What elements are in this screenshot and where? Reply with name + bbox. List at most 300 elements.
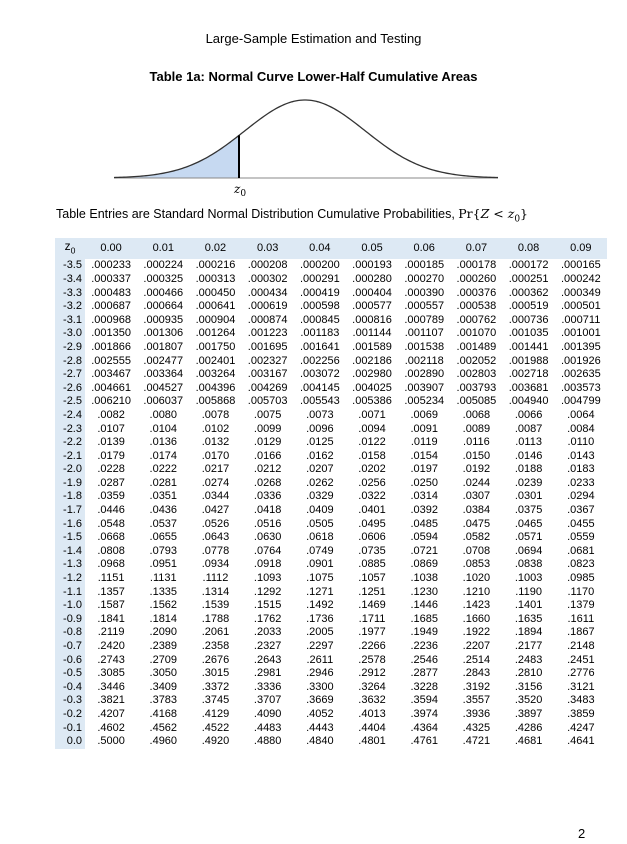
probability-cell: .3783 bbox=[149, 694, 178, 707]
probability-cell: .0582 bbox=[462, 531, 491, 544]
table-row bbox=[55, 613, 607, 627]
table-row bbox=[55, 490, 607, 504]
probability-cell: .0089 bbox=[462, 422, 491, 435]
probability-cell: .0934 bbox=[201, 558, 230, 571]
probability-cell: .001641 bbox=[299, 340, 340, 353]
row-z-value: -2.0 bbox=[55, 463, 85, 477]
probability-cell: .4801 bbox=[358, 735, 386, 748]
column-header: 0.04 bbox=[294, 238, 346, 259]
probability-cell: .000935 bbox=[143, 313, 184, 326]
table-row bbox=[55, 450, 607, 464]
probability-cell: .0764 bbox=[253, 544, 282, 557]
probability-cell: .004799 bbox=[560, 395, 601, 408]
probability-cell: .1230 bbox=[410, 585, 438, 598]
probability-cell: .000260 bbox=[456, 272, 497, 285]
column-header: 0.05 bbox=[346, 238, 398, 259]
probability-cell: .0116 bbox=[463, 436, 490, 449]
column-header: 0.00 bbox=[85, 238, 137, 259]
table-row bbox=[55, 708, 607, 722]
probability-cell: .1093 bbox=[253, 572, 282, 585]
probability-cell: .002718 bbox=[508, 368, 549, 381]
probability-cell: .000280 bbox=[352, 272, 392, 285]
probability-cell: .0537 bbox=[149, 517, 178, 530]
column-header: 0.02 bbox=[189, 238, 241, 259]
probability-cell: .1271 bbox=[306, 585, 334, 598]
row-z-value: 0.0 bbox=[55, 735, 85, 749]
probability-cell: .1357 bbox=[97, 585, 125, 598]
probability-cell: .0197 bbox=[410, 463, 438, 476]
normal-curve-figure bbox=[110, 98, 500, 198]
probability-cell: .000349 bbox=[560, 286, 601, 299]
probability-cell: .0681 bbox=[567, 544, 595, 557]
probability-cell: .3594 bbox=[410, 694, 438, 707]
probability-cell: .005703 bbox=[247, 395, 288, 408]
probability-cell: .0351 bbox=[149, 490, 178, 503]
probability-cell: .0853 bbox=[462, 558, 491, 571]
probability-cell: .3050 bbox=[149, 667, 178, 680]
probability-cell: .3557 bbox=[462, 694, 491, 707]
probability-cell: .3156 bbox=[514, 680, 543, 693]
probability-cell: .0505 bbox=[306, 517, 334, 530]
probability-cell: .3336 bbox=[253, 680, 282, 693]
table-row bbox=[55, 341, 607, 355]
probability-cell: .3520 bbox=[514, 694, 543, 707]
probability-cell: .0606 bbox=[358, 531, 386, 544]
probability-cell: .4483 bbox=[253, 721, 282, 734]
probability-cell: .002477 bbox=[143, 354, 184, 367]
table-title: Table 1a: Normal Curve Lower-Half Cumulative Areas bbox=[149, 69, 478, 84]
probability-cell: .2643 bbox=[253, 653, 282, 666]
probability-cell: .2207 bbox=[462, 640, 491, 653]
caption-text: Table Entries are Standard Normal Distribution Cumulative Probabilities, bbox=[56, 207, 459, 221]
probability-cell: .4641 bbox=[567, 735, 595, 748]
probability-cell: .001866 bbox=[91, 340, 131, 353]
probability-cell: .0132 bbox=[201, 436, 230, 449]
probability-cell: .001695 bbox=[247, 340, 288, 353]
probability-cell: .0287 bbox=[97, 476, 125, 489]
probability-cell: .0071 bbox=[358, 408, 386, 421]
table-row bbox=[55, 545, 607, 559]
probability-cell: .0418 bbox=[253, 504, 282, 517]
probability-cell: .2946 bbox=[306, 667, 334, 680]
probability-cell: .2981 bbox=[253, 667, 282, 680]
probability-cell: .000434 bbox=[247, 286, 288, 299]
z0-axis-label-sub: 0 bbox=[240, 189, 247, 198]
row-z-value: -2.2 bbox=[55, 436, 85, 450]
probability-cell: .3409 bbox=[149, 680, 178, 693]
probability-cell: .000165 bbox=[560, 259, 601, 272]
row-z-value: -3.2 bbox=[55, 300, 85, 314]
probability-cell: .000193 bbox=[352, 259, 392, 272]
probability-cell: .4247 bbox=[567, 721, 595, 734]
probability-cell: .003072 bbox=[299, 368, 340, 381]
probability-cell: .3669 bbox=[306, 694, 334, 707]
row-z-value: -0.9 bbox=[55, 613, 85, 627]
probability-cell: .2483 bbox=[514, 653, 543, 666]
probability-cell: .000390 bbox=[404, 286, 445, 299]
probability-cell: .4522 bbox=[201, 721, 230, 734]
probability-cell: .0322 bbox=[358, 490, 386, 503]
probability-cell: .3707 bbox=[253, 694, 282, 707]
probability-cell: .001107 bbox=[404, 327, 444, 340]
column-header: 0.03 bbox=[242, 238, 294, 259]
row-z-value: -1.3 bbox=[55, 558, 85, 572]
probability-cell: .1894 bbox=[514, 626, 543, 639]
row-z-value: -1.8 bbox=[55, 490, 85, 504]
probability-cell: .1112 bbox=[202, 572, 229, 585]
probability-cell: .002555 bbox=[91, 354, 131, 367]
probability-cell: .4721 bbox=[462, 735, 491, 748]
probability-cell: .3372 bbox=[201, 680, 230, 693]
probability-cell: .0475 bbox=[462, 517, 491, 530]
probability-cell: .001926 bbox=[560, 354, 601, 367]
probability-cell: .1003 bbox=[514, 572, 543, 585]
probability-cell: .0078 bbox=[201, 408, 230, 421]
probability-cell: .000711 bbox=[561, 313, 601, 326]
probability-cell: .0179 bbox=[97, 449, 125, 462]
table-row bbox=[55, 586, 607, 600]
probability-cell: .0655 bbox=[149, 531, 178, 544]
probability-cell: .1539 bbox=[201, 599, 230, 612]
probability-cell: .000577 bbox=[352, 300, 392, 313]
cumulative-probability-table bbox=[55, 238, 607, 749]
probability-cell: .000687 bbox=[91, 300, 131, 313]
probability-cell: .006037 bbox=[143, 395, 184, 408]
probability-cell: .3859 bbox=[567, 707, 595, 720]
probability-cell: .2327 bbox=[253, 640, 282, 653]
probability-cell: .0084 bbox=[567, 422, 595, 435]
probability-cell: .003681 bbox=[508, 381, 549, 394]
probability-cell: .003167 bbox=[247, 368, 288, 381]
probability-cell: .006210 bbox=[91, 395, 131, 408]
probability-cell: .0823 bbox=[567, 558, 595, 571]
probability-cell: .1401 bbox=[514, 599, 543, 612]
column-header: 0.07 bbox=[450, 238, 502, 259]
probability-cell: .2676 bbox=[201, 653, 230, 666]
probability-cell: .003573 bbox=[560, 381, 601, 394]
probability-cell: .3821 bbox=[97, 694, 125, 707]
row-z-value: -2.9 bbox=[55, 341, 85, 355]
table-row bbox=[55, 382, 607, 396]
probability-cell: .0222 bbox=[149, 463, 178, 476]
probability-cell: .4880 bbox=[253, 735, 282, 748]
probability-cell: .0721 bbox=[410, 544, 438, 557]
probability-cell: .0294 bbox=[567, 490, 595, 503]
row-z-value: -1.2 bbox=[55, 572, 85, 586]
table-row bbox=[55, 463, 607, 477]
row-z-value: -2.1 bbox=[55, 450, 85, 464]
probability-cell: .000789 bbox=[404, 313, 445, 326]
probability-cell: .001750 bbox=[195, 340, 236, 353]
table-row bbox=[55, 436, 607, 450]
probability-cell: .2776 bbox=[567, 667, 595, 680]
probability-cell: .000233 bbox=[91, 259, 131, 272]
probability-cell: .0559 bbox=[567, 531, 595, 544]
probability-cell: .0485 bbox=[410, 517, 438, 530]
probability-cell: .0082 bbox=[97, 408, 125, 421]
row-z-value: -2.7 bbox=[55, 368, 85, 382]
probability-cell: .0436 bbox=[149, 504, 178, 517]
probability-cell: .2389 bbox=[149, 640, 178, 653]
probability-cell: .004145 bbox=[299, 381, 340, 394]
probability-cell: .1151 bbox=[97, 572, 125, 585]
probability-cell: .0104 bbox=[149, 422, 178, 435]
probability-cell: .2297 bbox=[306, 640, 334, 653]
probability-cell: .1469 bbox=[358, 599, 386, 612]
table-row bbox=[55, 626, 607, 640]
probability-cell: .000270 bbox=[404, 272, 445, 285]
probability-cell: .0301 bbox=[514, 490, 543, 503]
probability-cell: .002186 bbox=[352, 354, 392, 367]
probability-cell: .0250 bbox=[410, 476, 438, 489]
probability-cell: .0375 bbox=[514, 504, 543, 517]
probability-cell: .0314 bbox=[410, 490, 438, 503]
row-z-value: -1.1 bbox=[55, 586, 85, 600]
row-z-value: -3.4 bbox=[55, 273, 85, 287]
row-z-value: -2.5 bbox=[55, 395, 85, 409]
probability-cell: .0244 bbox=[462, 476, 491, 489]
probability-cell: .2451 bbox=[567, 653, 595, 666]
probability-cell: .001807 bbox=[143, 340, 184, 353]
probability-cell: .0212 bbox=[253, 463, 282, 476]
probability-cell: .0064 bbox=[567, 408, 595, 421]
probability-cell: .2033 bbox=[253, 626, 282, 639]
probability-cell: .3228 bbox=[410, 680, 438, 693]
row-z-value: -3.1 bbox=[55, 314, 85, 328]
table-row bbox=[55, 395, 607, 409]
probability-cell: .1131 bbox=[149, 572, 177, 585]
probability-cell: .005234 bbox=[404, 395, 445, 408]
probability-cell: .001489 bbox=[456, 340, 497, 353]
probability-cell: .0778 bbox=[201, 544, 230, 557]
probability-cell: .000664 bbox=[143, 300, 184, 313]
table-row bbox=[55, 599, 607, 613]
table-row bbox=[55, 681, 607, 695]
probability-cell: .000251 bbox=[508, 272, 549, 285]
probability-cell: .3085 bbox=[97, 667, 125, 680]
probability-cell: .003364 bbox=[143, 368, 184, 381]
probability-cell: .000736 bbox=[508, 313, 549, 326]
probability-cell: .0307 bbox=[462, 490, 491, 503]
probability-cell: .0228 bbox=[97, 463, 125, 476]
caption-math-lt: < bbox=[489, 206, 508, 221]
probability-cell: .1635 bbox=[514, 612, 543, 625]
probability-cell: .001001 bbox=[560, 327, 601, 340]
probability-cell: .2358 bbox=[201, 640, 230, 653]
table-row bbox=[55, 368, 607, 382]
row-z-value: -1.6 bbox=[55, 518, 85, 532]
row-z-value: -3.3 bbox=[55, 287, 85, 301]
probability-cell: .1949 bbox=[410, 626, 438, 639]
probability-cell: .3632 bbox=[358, 694, 386, 707]
column-header: 0.06 bbox=[398, 238, 450, 259]
table-row bbox=[55, 667, 607, 681]
probability-cell: .1736 bbox=[306, 612, 334, 625]
probability-cell: .2236 bbox=[410, 640, 438, 653]
probability-cell: .0793 bbox=[149, 544, 178, 557]
probability-cell: .1251 bbox=[358, 585, 386, 598]
probability-cell: .2578 bbox=[358, 653, 386, 666]
probability-cell: .4129 bbox=[201, 707, 230, 720]
probability-cell: .000968 bbox=[91, 313, 131, 326]
row-z-value: -0.6 bbox=[55, 654, 85, 668]
row-z-value: -2.8 bbox=[55, 355, 85, 369]
table-row bbox=[55, 518, 607, 532]
probability-cell: .005868 bbox=[195, 395, 236, 408]
probability-cell: .2420 bbox=[97, 640, 125, 653]
probability-cell: .0069 bbox=[410, 408, 438, 421]
probability-cell: .0192 bbox=[462, 463, 491, 476]
probability-cell: .4207 bbox=[97, 707, 125, 720]
row-z-value: -0.5 bbox=[55, 667, 85, 681]
probability-cell: .0268 bbox=[253, 476, 282, 489]
probability-cell: .1788 bbox=[201, 612, 230, 625]
probability-cell: .0073 bbox=[306, 408, 334, 421]
probability-cell: .1660 bbox=[462, 612, 491, 625]
probability-cell: .3446 bbox=[97, 680, 125, 693]
probability-cell: .000313 bbox=[195, 272, 236, 285]
probability-cell: .0985 bbox=[567, 572, 595, 585]
probability-cell: .002052 bbox=[456, 354, 497, 367]
table-row bbox=[55, 654, 607, 668]
row-z-value: -2.4 bbox=[55, 409, 85, 423]
probability-cell: .001441 bbox=[508, 340, 549, 353]
probability-cell: .000185 bbox=[404, 259, 445, 272]
probability-cell: .3897 bbox=[514, 707, 543, 720]
probability-cell: .2148 bbox=[567, 640, 595, 653]
probability-cell: .0548 bbox=[97, 517, 125, 530]
probability-cell: .0968 bbox=[97, 558, 125, 571]
probability-cell: .0495 bbox=[358, 517, 386, 530]
probability-cell: .000337 bbox=[91, 272, 131, 285]
probability-cell: .2877 bbox=[410, 667, 438, 680]
table-row bbox=[55, 572, 607, 586]
probability-cell: .001395 bbox=[560, 340, 601, 353]
probability-cell: .0951 bbox=[149, 558, 178, 571]
probability-cell: .4013 bbox=[358, 707, 386, 720]
probability-cell: .0918 bbox=[253, 558, 282, 571]
page-number: 2 bbox=[578, 826, 586, 841]
row-z-value: -0.4 bbox=[55, 681, 85, 695]
probability-cell: .1423 bbox=[462, 599, 491, 612]
z0-axis-label-z: z bbox=[234, 182, 241, 196]
probability-cell: .2090 bbox=[149, 626, 178, 639]
probability-cell: .4920 bbox=[201, 735, 230, 748]
probability-cell: .5000 bbox=[97, 735, 125, 748]
probability-cell: .3300 bbox=[306, 680, 334, 693]
probability-cell: .2611 bbox=[306, 653, 334, 666]
probability-cell: .000224 bbox=[143, 259, 184, 272]
probability-cell: .000325 bbox=[143, 272, 184, 285]
probability-cell: .0571 bbox=[514, 531, 543, 544]
probability-cell: .0094 bbox=[358, 422, 386, 435]
probability-cell: .003907 bbox=[404, 381, 445, 394]
probability-cell: .0735 bbox=[358, 544, 386, 557]
probability-cell: .0119 bbox=[410, 436, 438, 449]
probability-cell: .0129 bbox=[253, 436, 282, 449]
probability-cell: .4960 bbox=[149, 735, 178, 748]
probability-cell: .0427 bbox=[201, 504, 230, 517]
probability-cell: .4325 bbox=[462, 721, 491, 734]
caption-math-pr: Pr{ bbox=[458, 206, 481, 221]
probability-cell: .0146 bbox=[514, 449, 543, 462]
probability-cell: .0170 bbox=[201, 449, 230, 462]
probability-cell: .1685 bbox=[410, 612, 438, 625]
row-z-value: -1.9 bbox=[55, 477, 85, 491]
probability-cell: .001223 bbox=[247, 327, 288, 340]
probability-cell: .000172 bbox=[508, 259, 549, 272]
probability-cell: .1611 bbox=[567, 612, 595, 625]
probability-cell: .0446 bbox=[97, 504, 125, 517]
probability-cell: .005543 bbox=[299, 395, 340, 408]
probability-cell: .002118 bbox=[404, 354, 444, 367]
probability-cell: .3264 bbox=[358, 680, 386, 693]
probability-cell: .1867 bbox=[567, 626, 595, 639]
probability-cell: .002803 bbox=[456, 368, 497, 381]
probability-cell: .4364 bbox=[410, 721, 438, 734]
row-z-value: -1.5 bbox=[55, 531, 85, 545]
table-row bbox=[55, 327, 607, 341]
probability-cell: .3192 bbox=[462, 680, 491, 693]
probability-cell: .3121 bbox=[567, 680, 595, 693]
probability-cell: .001070 bbox=[456, 327, 497, 340]
table-header-row bbox=[55, 238, 607, 259]
probability-cell: .4761 bbox=[410, 735, 438, 748]
probability-cell: .0099 bbox=[253, 422, 282, 435]
probability-cell: .2266 bbox=[358, 640, 386, 653]
probability-cell: .0708 bbox=[462, 544, 491, 557]
probability-cell: .1379 bbox=[567, 599, 595, 612]
probability-cell: .0207 bbox=[306, 463, 334, 476]
probability-cell: .0136 bbox=[149, 436, 178, 449]
probability-cell: .3015 bbox=[201, 667, 230, 680]
caption-math-z0-sub: 0 bbox=[514, 214, 521, 225]
probability-cell: .0455 bbox=[567, 517, 595, 530]
z0-header-z: z bbox=[64, 239, 71, 253]
probability-cell: .0281 bbox=[149, 476, 178, 489]
probability-cell: .2119 bbox=[97, 626, 125, 639]
probability-cell: .2709 bbox=[149, 653, 178, 666]
probability-cell: .1057 bbox=[358, 572, 386, 585]
row-z-value: -3.5 bbox=[55, 259, 85, 273]
probability-cell: .0174 bbox=[149, 449, 178, 462]
row-z-value: -1.7 bbox=[55, 504, 85, 518]
probability-cell: .0668 bbox=[97, 531, 125, 544]
probability-cell: .000200 bbox=[299, 259, 340, 272]
probability-cell: .0465 bbox=[514, 517, 543, 530]
probability-cell: .001144 bbox=[352, 327, 392, 340]
probability-cell: .0110 bbox=[567, 436, 595, 449]
probability-cell: .0344 bbox=[201, 490, 230, 503]
table-row bbox=[55, 694, 607, 708]
caption-math-close: } bbox=[520, 206, 528, 221]
table-row bbox=[55, 558, 607, 572]
table-row bbox=[55, 722, 607, 736]
probability-cell: .1922 bbox=[462, 626, 491, 639]
probability-cell: .1020 bbox=[462, 572, 491, 585]
probability-cell: .1814 bbox=[149, 612, 178, 625]
table-row bbox=[55, 300, 607, 314]
probability-cell: .2061 bbox=[201, 626, 230, 639]
bell-curve bbox=[114, 100, 498, 178]
table-row bbox=[55, 355, 607, 369]
probability-cell: .004269 bbox=[247, 381, 288, 394]
probability-cell: .1841 bbox=[97, 612, 125, 625]
probability-cell: .4562 bbox=[149, 721, 178, 734]
probability-cell: .004661 bbox=[91, 381, 131, 394]
probability-cell: .0694 bbox=[514, 544, 543, 557]
probability-cell: .000208 bbox=[247, 259, 288, 272]
